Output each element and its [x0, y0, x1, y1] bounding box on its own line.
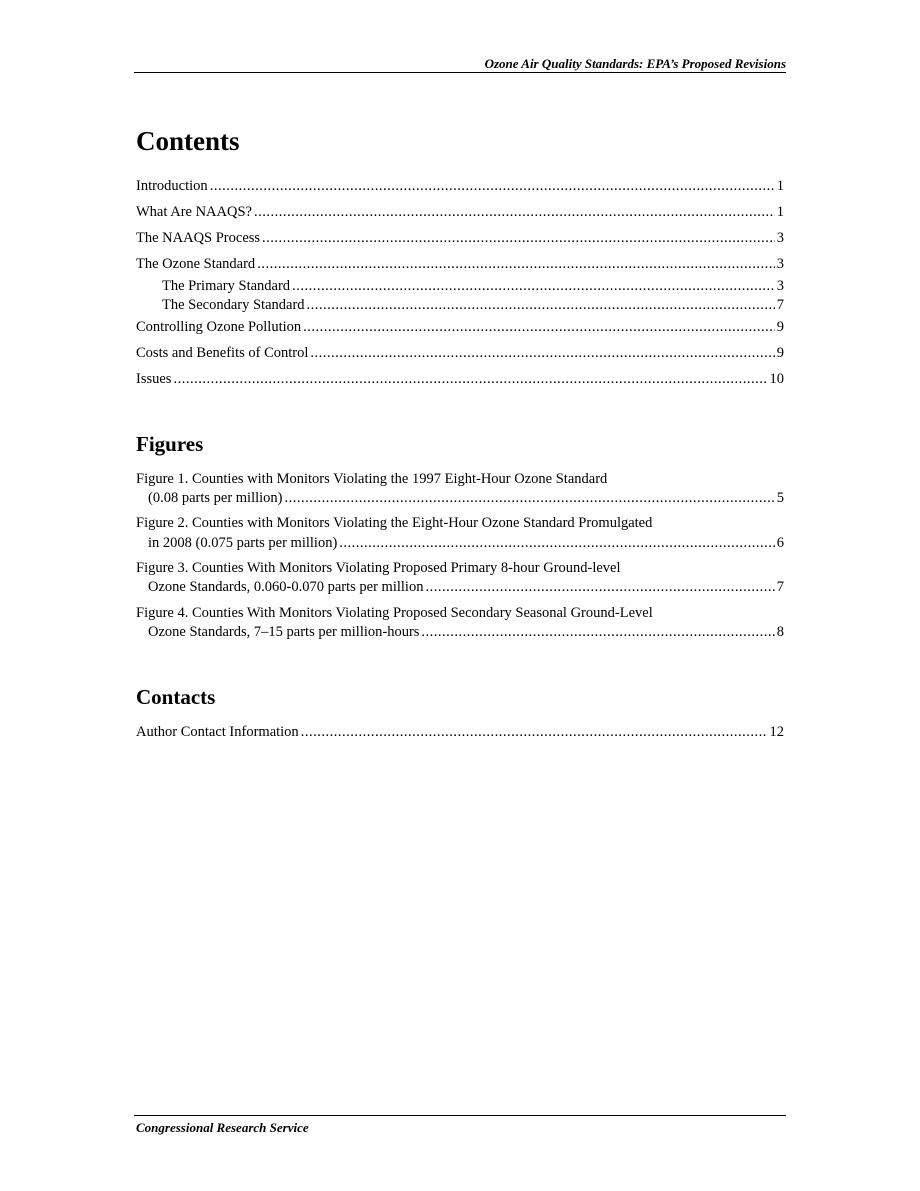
- toc-entry-page: 12: [769, 724, 784, 740]
- figure-entry-text: Ozone Standards, 0.060-0.070 parts per million: [148, 579, 424, 595]
- toc-entry-text: Costs and Benefits of Control: [136, 345, 309, 361]
- figure-entry-page: 5: [776, 490, 784, 506]
- toc-entry-secondary-standard[interactable]: [162, 296, 784, 314]
- dot-leader: [307, 296, 775, 314]
- toc-entry-costs-benefits[interactable]: [136, 344, 784, 362]
- toc-entry-page: 7: [776, 297, 784, 313]
- toc-entry-controlling-ozone[interactable]: [136, 318, 784, 336]
- figure-entry-text: in 2008 (0.075 parts per million): [148, 535, 338, 551]
- figure-3-entry[interactable]: [148, 578, 784, 596]
- figures-heading: Figures: [136, 432, 204, 456]
- toc-entry-page: 9: [776, 319, 784, 335]
- toc-entry-page: 10: [769, 371, 784, 387]
- figure-entry-page: 6: [776, 535, 784, 551]
- toc-entry-page: 9: [776, 345, 784, 361]
- toc-entry-text: The Ozone Standard: [136, 256, 256, 272]
- dot-leader: [425, 578, 774, 596]
- dot-leader: [292, 277, 775, 295]
- toc-entry-ozone-standard[interactable]: [136, 255, 784, 273]
- figure-entry-text: Ozone Standards, 7–15 parts per million-hours: [148, 624, 420, 640]
- toc-entry-text: Introduction: [136, 178, 208, 194]
- figure-2-entry[interactable]: [148, 534, 784, 552]
- toc-entry-issues[interactable]: [136, 370, 784, 388]
- figure-3-entry-line1[interactable]: Figure 3. Counties With Monitors Violating Proposed Primary 8-hour Ground-level: [136, 560, 621, 576]
- toc-entry-page: 3: [776, 278, 784, 294]
- toc-entry-page: 3: [776, 230, 784, 246]
- figure-1-entry-line1[interactable]: Figure 1. Counties with Monitors Violating the 1997 Eight-Hour Ozone Standard: [136, 471, 608, 487]
- toc-entry-introduction[interactable]: [136, 177, 784, 195]
- dot-leader: [421, 623, 774, 641]
- figure-4-entry-line1[interactable]: Figure 4. Counties With Monitors Violating Proposed Secondary Seasonal Ground-Level: [136, 605, 653, 621]
- toc-entry-text: What Are NAAQS?: [136, 204, 252, 220]
- dot-leader: [210, 177, 775, 195]
- toc-entry-page: 1: [776, 178, 784, 194]
- dot-leader: [262, 229, 775, 247]
- dot-leader: [303, 318, 775, 336]
- dot-leader: [339, 534, 774, 552]
- figure-entry-page: 8: [776, 624, 784, 640]
- toc-entry-text: Controlling Ozone Pollution: [136, 319, 302, 335]
- toc-entry-author-contact[interactable]: [136, 723, 784, 741]
- dot-leader: [310, 344, 774, 362]
- toc-entry-page: 1: [776, 204, 784, 220]
- figure-4-entry[interactable]: [148, 623, 784, 641]
- figure-entry-text: (0.08 parts per million): [148, 490, 283, 506]
- header-divider: [134, 72, 786, 73]
- running-header-title: Ozone Air Quality Standards: EPA’s Proposed Revisions: [484, 56, 786, 71]
- toc-entry-text: The NAAQS Process: [136, 230, 261, 246]
- dot-leader: [285, 489, 775, 507]
- dot-leader: [301, 723, 768, 741]
- toc-entry-naaqs-process[interactable]: [136, 229, 784, 247]
- dot-leader: [254, 203, 775, 221]
- figure-entry-page: 7: [776, 579, 784, 595]
- toc-entry-text: The Primary Standard: [162, 278, 291, 294]
- figure-2-entry-line1[interactable]: Figure 2. Counties with Monitors Violating the Eight-Hour Ozone Standard Promulgated: [136, 515, 653, 531]
- toc-entry-text: Issues: [136, 371, 172, 387]
- footer-divider: [134, 1115, 786, 1116]
- toc-entry-page: 3: [776, 256, 784, 272]
- contents-heading: Contents: [136, 126, 240, 156]
- dot-leader: [257, 255, 775, 273]
- figure-1-entry[interactable]: [148, 489, 784, 507]
- dot-leader: [173, 370, 767, 388]
- toc-entry-text: The Secondary Standard: [162, 297, 305, 313]
- contacts-heading: Contacts: [136, 685, 216, 709]
- toc-entry-primary-standard[interactable]: [162, 277, 784, 295]
- toc-entry-what-are-naaqs[interactable]: [136, 203, 784, 221]
- toc-entry-text: Author Contact Information: [136, 724, 299, 740]
- running-footer-organization: Congressional Research Service: [136, 1120, 309, 1135]
